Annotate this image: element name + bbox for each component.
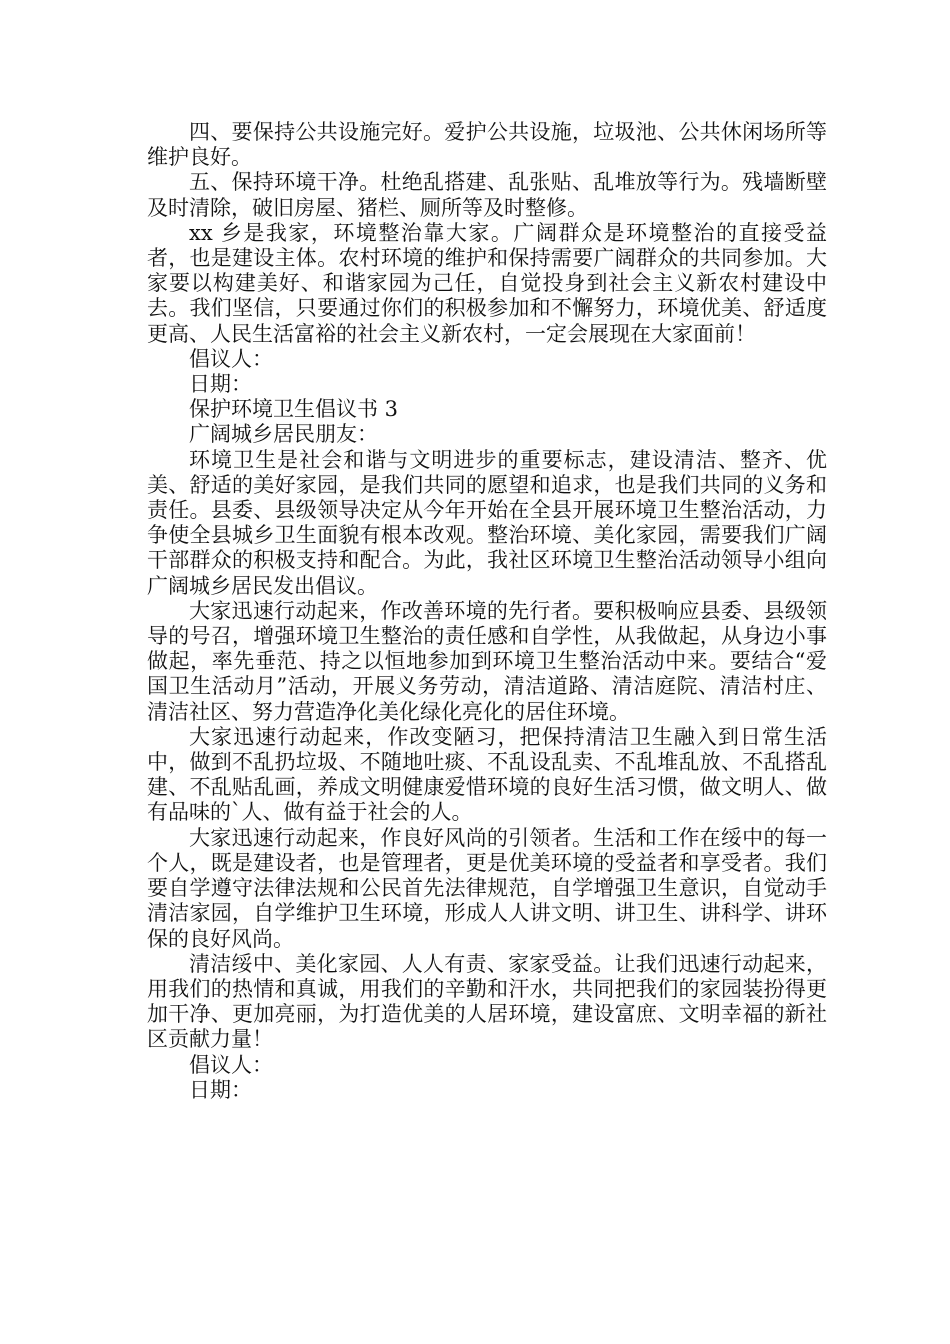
section-title: 保护环境卫生倡议书 3 xyxy=(189,397,399,422)
paragraph-intro: 环境卫生是社会和谐与文明进步的重要标志，建设清洁、整齐、优美、舒适的美好家园，是我们共同的愿望和追求，也是我们共同的义务和责任。县委、县级领导决定从今年开始在全县开展环境卫生整治活动，力争使全县城乡卫生面貌有根本改观。整治环境、美化家园，需要我们广阔干部群众的积极支持和配合。为此，我社区环境卫生整治活动领导小组向广阔城乡居民发出倡议。 xyxy=(147,447,827,598)
date-label-2: 日期： xyxy=(189,1077,252,1102)
paragraph-action-3: 大家迅速行动起来，作良好风尚的引领者。生活和工作在绥中的每一个人，既是建设者，也是管理者，更是优美环境的受益者和享受者。我们要自学遵守法律法规和公民首先法律规范，自学增强卫生意识，自觉动手清洁家园，自学维护卫生环境，形成人人讲文明、讲卫生、讲科学、讲环保的良好风尚。 xyxy=(147,825,827,951)
salutation: 广阔城乡居民朋友： xyxy=(189,422,378,447)
document-body xyxy=(147,120,827,1103)
date-label: 日期： xyxy=(189,372,252,397)
paragraph-conclusion: 清洁绥中、美化家园、人人有责、家家受益。让我们迅速行动起来，用我们的热情和真诚，用我们的辛勤和汗水，共同把我们的家园装扮得更加干净、更加亮丽，为打造优美的人居环境，建设富庶、文明幸福的新社区贡献力量！ xyxy=(147,951,827,1052)
proposer-label: 倡议人： xyxy=(189,346,273,371)
paragraph-action-2: 大家迅速行动起来，作改变陋习，把保持清洁卫生融入到日常生活中，做到不乱扔垃圾、不随地吐痰、不乱设乱卖、不乱堆乱放、不乱搭乱建、不乱贴乱画，养成文明健康爱惜环境的良好生活习惯，做文明人、做有品味的`人、做有益于社会的人。 xyxy=(147,724,827,825)
paragraph-action-1: 大家迅速行动起来，作改善环境的先行者。要积极响应县委、县级领导的号召，增强环境卫生整治的责任感和自学性，从我做起，从身边小事做起，率先垂范、持之以恒地参加到环境卫生整治活动中来。要结合“爱国卫生活动月”活动，开展义务劳动，清洁道路、清洁庭院、清洁村庄、清洁社区、努力营造净化美化绿化亮化的居住环境。 xyxy=(147,598,827,724)
paragraph-item-4: 四、要保持公共设施完好。爱护公共设施，垃圾池、公共休闲场所等维护良好。 xyxy=(147,120,827,170)
proposer-label-2: 倡议人： xyxy=(189,1052,273,1077)
paragraph-item-5: 五、保持环境干净。杜绝乱搭建、乱张贴、乱堆放等行为。残墙断壁及时清除，破旧房屋、猪栏、厕所等及时整修。 xyxy=(147,170,827,220)
paragraph-closing-appeal: xx 乡是我家，环境整治靠大家。广阔群众是环境整治的直接受益者，也是建设主体。农村环境的维护和保持需要广阔群众的共同参加。大家要以构建美好、和谐家园为己任，自觉投身到社会主义新农村建设中去。我们坚信，只要通过你们的积极参加和不懈努力，环境优美、舒适度更高、人民生活富裕的社会主义新农村，一定会展现在大家面前！ xyxy=(147,220,827,346)
